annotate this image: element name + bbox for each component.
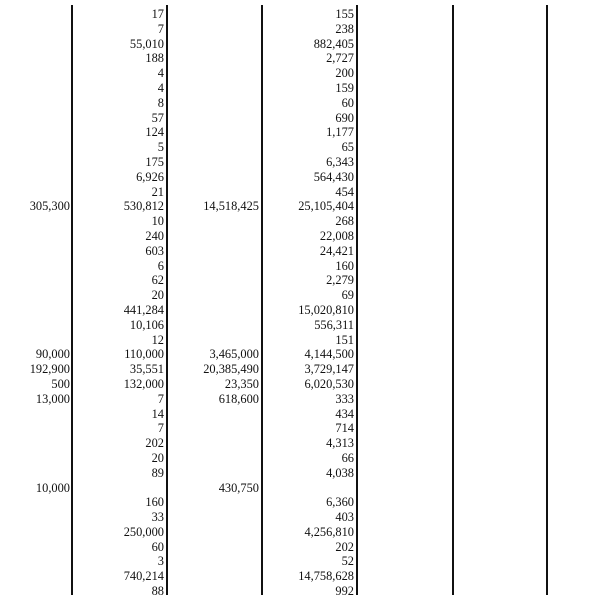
table-cell: 6 — [157, 258, 164, 273]
table-row — [0, 377, 600, 392]
table-row — [0, 347, 600, 362]
table-cell: 7 — [157, 21, 164, 36]
table-cell: 65 — [341, 140, 354, 155]
table-row — [0, 7, 600, 22]
table-cell: 1,177 — [326, 125, 354, 140]
table-cell: 110,000 — [124, 347, 164, 362]
table-cell: 200 — [335, 66, 354, 81]
table-cell: 740,214 — [123, 569, 164, 584]
table-row — [0, 525, 600, 540]
table-cell: 69 — [341, 288, 354, 303]
table-cell: 714 — [335, 421, 354, 436]
table-cell: 52 — [341, 554, 354, 569]
table-row — [0, 125, 600, 140]
table-cell: 690 — [335, 110, 354, 125]
table-cell: 6,360 — [326, 495, 354, 510]
table-row — [0, 155, 600, 170]
table-cell: 403 — [335, 510, 354, 525]
table-cell: 66 — [341, 450, 354, 465]
table-cell: 2,279 — [326, 273, 354, 288]
table-row — [0, 244, 600, 259]
table-row — [0, 22, 600, 37]
table-row — [0, 481, 600, 496]
table-row — [0, 392, 600, 407]
table-cell: 268 — [335, 214, 354, 229]
table-row — [0, 407, 600, 422]
table-cell: 155 — [335, 7, 354, 21]
table-row — [0, 51, 600, 66]
table-row — [0, 288, 600, 303]
table-cell: 8 — [157, 95, 164, 110]
table-cell: 160 — [145, 495, 164, 510]
table-cell: 454 — [335, 184, 354, 199]
table-cell: 188 — [145, 51, 164, 66]
table-cell: 250,000 — [123, 524, 164, 539]
table-cell: 2,727 — [326, 51, 354, 66]
table-cell: 6,020,530 — [304, 376, 354, 391]
table-cell: 202 — [335, 539, 354, 554]
table-cell: 35,551 — [129, 362, 164, 377]
table-cell: 62 — [151, 273, 164, 288]
table-cell: 88 — [151, 584, 164, 599]
table-row — [0, 540, 600, 555]
table-cell: 556,311 — [314, 317, 354, 332]
table-cell: 90,000 — [35, 347, 70, 362]
table-cell: 434 — [335, 406, 354, 421]
table-cell: 3,465,000 — [209, 347, 259, 362]
table-row — [0, 259, 600, 274]
table-row — [0, 554, 600, 569]
table-cell: 333 — [335, 391, 354, 406]
table-cell: 159 — [335, 80, 354, 95]
table-cell: 13,000 — [35, 391, 70, 406]
table-cell: 238 — [335, 21, 354, 36]
table-cell: 7 — [157, 391, 164, 406]
table-cell: 882,405 — [313, 36, 354, 51]
table-cell: 20,385,490 — [203, 362, 259, 377]
table-cell: 132,000 — [123, 376, 164, 391]
table-cell: 4 — [157, 66, 164, 81]
table-cell: 20 — [151, 450, 164, 465]
table-row — [0, 584, 600, 599]
table-cell: 175 — [145, 154, 164, 169]
table-cell: 5 — [157, 140, 164, 155]
table-cell: 6,343 — [326, 154, 354, 169]
table-cell: 603 — [145, 243, 164, 258]
table-row — [0, 495, 600, 510]
table-cell: 17 — [151, 7, 164, 21]
table-cell: 530,812 — [123, 199, 164, 214]
table-row — [0, 466, 600, 481]
table-cell: 500 — [51, 376, 70, 391]
table-row — [0, 421, 600, 436]
table-cell: 57 — [151, 110, 164, 125]
table-cell: 22,008 — [319, 228, 354, 243]
table-row — [0, 333, 600, 348]
table-cell: 160 — [335, 258, 354, 273]
table-row — [0, 140, 600, 155]
table-cell: 10,000 — [35, 480, 70, 495]
table-row — [0, 185, 600, 200]
table-cell: 4,313 — [326, 436, 354, 451]
table-cell: 4,144,500 — [304, 347, 354, 362]
table-cell: 89 — [151, 465, 164, 480]
table-cell: 60 — [341, 95, 354, 110]
table-cell: 3 — [157, 554, 164, 569]
table-cell: 305,300 — [29, 199, 70, 214]
table-row — [0, 362, 600, 377]
table-row — [0, 170, 600, 185]
table-row — [0, 229, 600, 244]
table-row — [0, 510, 600, 525]
table-cell: 10 — [151, 214, 164, 229]
table-cell: 21 — [151, 184, 164, 199]
table-cell: 20 — [151, 288, 164, 303]
table-cell: 992 — [335, 584, 354, 599]
table-cell: 23,350 — [224, 376, 259, 391]
table-row — [0, 111, 600, 126]
table-cell: 151 — [335, 332, 354, 347]
table-cell: 60 — [151, 539, 164, 554]
table-cell: 24,421 — [319, 243, 354, 258]
table-cell: 33 — [151, 510, 164, 525]
table-row — [0, 199, 600, 214]
table-row — [0, 451, 600, 466]
table-cell: 4 — [157, 80, 164, 95]
table-cell: 7 — [157, 421, 164, 436]
table-row — [0, 81, 600, 96]
table-cell: 4,256,810 — [304, 524, 354, 539]
table-row — [0, 318, 600, 333]
table-cell: 441,284 — [123, 302, 164, 317]
table-cell: 25,105,404 — [298, 199, 354, 214]
table-cell: 240 — [145, 228, 164, 243]
table-cell: 4,038 — [326, 465, 354, 480]
table-cell: 14 — [151, 406, 164, 421]
table-cell: 12 — [151, 332, 164, 347]
table-cell: 15,020,810 — [298, 302, 354, 317]
table-cell: 124 — [145, 125, 164, 140]
table-cell: 10,106 — [129, 317, 164, 332]
table-cell: 14,758,628 — [298, 569, 354, 584]
table-cell: 6,926 — [136, 169, 164, 184]
table-row — [0, 303, 600, 318]
table-cell: 618,600 — [218, 391, 259, 406]
table-cell: 430,750 — [218, 480, 259, 495]
table-cell: 564,430 — [313, 169, 354, 184]
table-row — [0, 214, 600, 229]
data-table — [0, 7, 600, 599]
table-row — [0, 37, 600, 52]
table-row — [0, 66, 600, 81]
table-cell: 55,010 — [129, 36, 164, 51]
table-row — [0, 273, 600, 288]
table-row — [0, 569, 600, 584]
table-row — [0, 436, 600, 451]
table-cell: 3,729,147 — [304, 362, 354, 377]
table-row — [0, 96, 600, 111]
table-cell: 14,518,425 — [203, 199, 259, 214]
table-cell: 192,900 — [29, 362, 70, 377]
table-cell: 202 — [145, 436, 164, 451]
